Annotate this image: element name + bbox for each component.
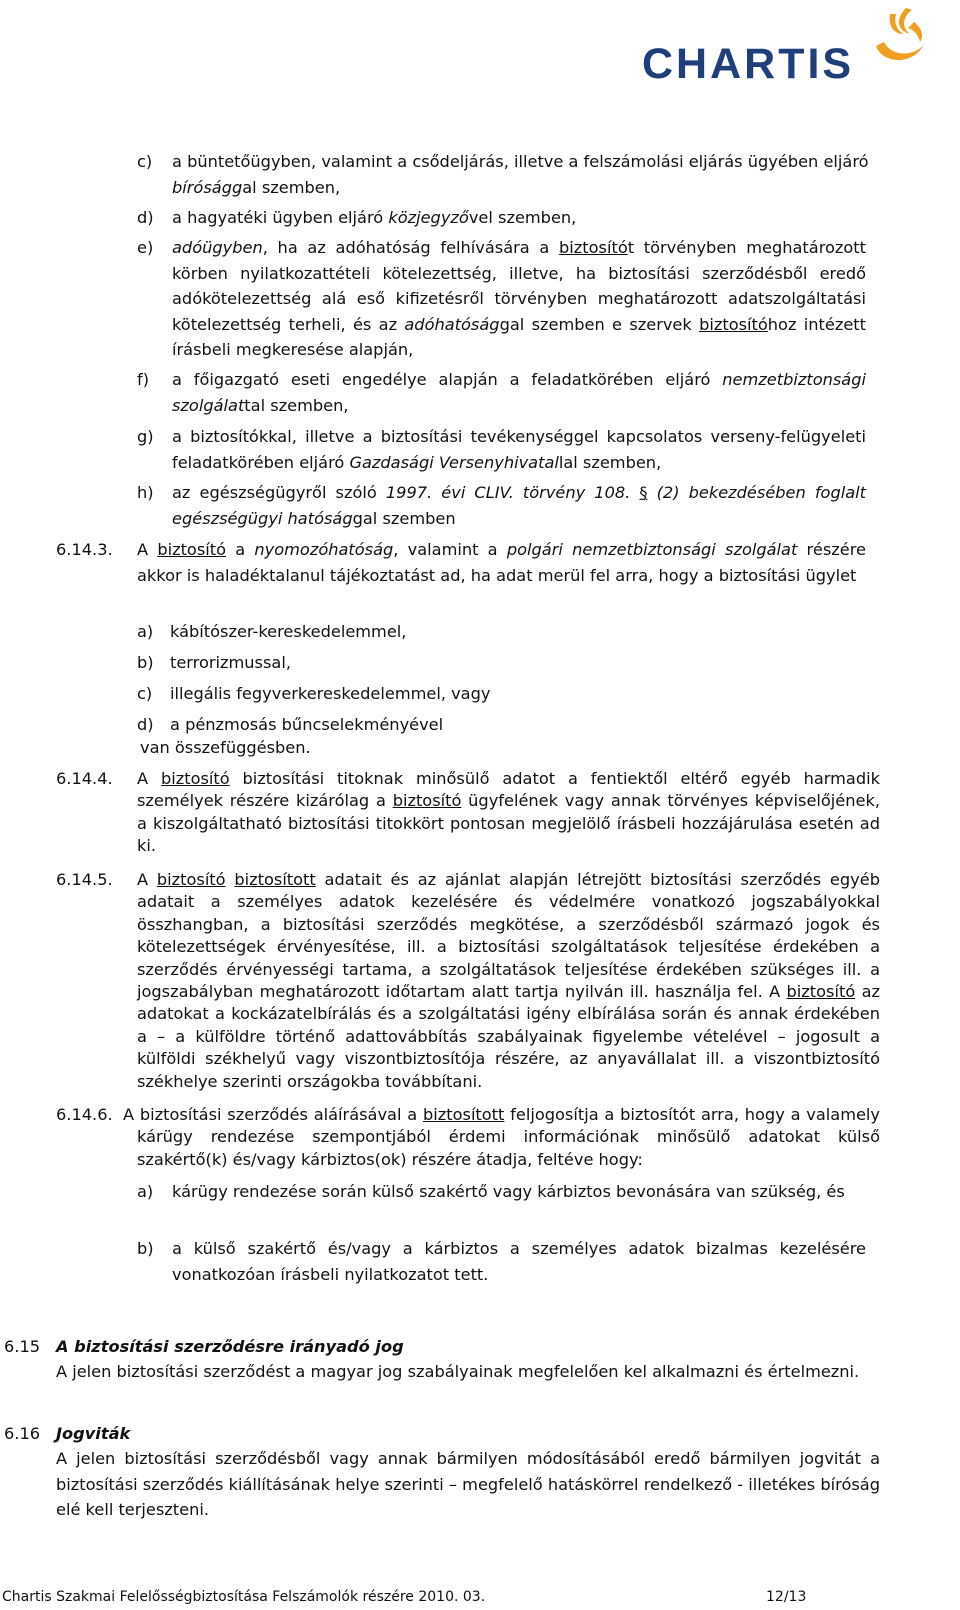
list-b-label: b) — [137, 653, 154, 672]
list-6-b-text: a külső szakértő és/vagy a kárbiztos a személyes adatok bizalmas kezelésére vonatkozóan írásbeli nyilatkozatot tett. — [172, 1239, 866, 1284]
section-6-14-6-text: A biztosítási szerződés aláírásával a biztosított feljogosítja a biztosítót arra, hogy a valamely kárügy rendezése szempontjából érdemi információnak minősülő adatokat külső szakértő(k) és/vagy kárbiztos(ok) részére átadja, feltéve hogy: — [123, 1105, 880, 1169]
section-6-14-5-number: 6.14.5. — [56, 870, 113, 889]
list-a-label: a) — [137, 622, 154, 641]
footer-title: Chartis Szakmai Felelősségbiztosítása Felszámolók részére 2010. 03. — [2, 1589, 486, 1605]
list-6-b-label: b) — [137, 1239, 154, 1258]
section-6-14-6-number: 6.14.6. — [56, 1105, 113, 1124]
item-d-text: a hagyatéki ügyben eljáró közjegyzővel szemben, — [172, 208, 577, 227]
footer-page-number: 12/13 — [766, 1589, 807, 1605]
section-6-14-4-number: 6.14.4. — [56, 769, 113, 788]
section-6-14-3-tail: van összefüggésben. — [140, 738, 311, 757]
chartis-logo — [642, 4, 932, 86]
section-6-15-number: 6.15 — [4, 1337, 41, 1356]
list-c-label: c) — [137, 684, 153, 703]
item-e-label: e) — [137, 238, 154, 257]
item-f-label: f) — [137, 370, 150, 389]
list-c-text: illegális fegyverkereskedelemmel, vagy — [170, 684, 491, 703]
item-h-text: az egészségügyről szóló 1997. évi CLIV. törvény 108. § (2) bekezdésében foglalt egészségügyi hatósággal szemben — [172, 483, 866, 528]
item-d-label: d) — [137, 208, 154, 227]
section-6-16-body: A jelen biztosítási szerződésből vagy annak bármilyen módosításából eredő bármilyen jogvitát a biztosítási szerződés kiállításának helye szerinti – megfelelő hatáskörrel rendelkező - illetékes bíróság elé kell terjeszteni. — [56, 1449, 880, 1520]
list-d-text: a pénzmosás bűncselekményével — [170, 715, 444, 734]
section-6-15-body: A jelen biztosítási szerződést a magyar jog szabályainak megfelelően kel alkalmazni és értelmezni. — [56, 1362, 860, 1381]
section-6-14-5-text: A biztosító biztosított adatait és az ajánlat alapján létrejött biztosítási szerződés egyéb adatait a személyes adatok kezelésére és védelmére vonatkozó jogszabályokkal összhangban, a biztosítási szerződés megkötése, a szerződésből származó jogok és kötelezettségek érvényesítése, ill. a biztosítási szolgáltatások teljesítése érdekében a szerződés érvényességi tartama, a szolgáltatások teljesítése érdekében szükséges ill. a jogszabályban meghatározott időtartam alatt tartja nyilván ill. használja fel. A biztosító az adatokat a kockázatelbírálás és a szolgáltatási igény elbírálása során és annak érdekében a – a külföldre történő adattovábbítás szabályainak figyelembe vételével – jogosult a külföldi székhelyű vagy viszontbiztosítója részére, az anyavállalat ill. a viszontbiztosító székhelye szerinti országokba továbbítani. — [137, 870, 880, 1091]
item-g-text: a biztosítókkal, illetve a biztosítási tevékenységgel kapcsolatos verseny-felügyeleti feladatkörében eljáró Gazdasági Versenyhivatallal szemben, — [172, 427, 866, 472]
section-6-14-3-number: 6.14.3. — [56, 540, 113, 559]
list-6-a-label: a) — [137, 1182, 154, 1201]
list-a-text: kábítószer-kereskedelemmel, — [170, 622, 407, 641]
section-6-14-3-text: A biztosító a nyomozóhatóság, valamint a polgári nemzetbiztonsági szolgálat részére akkor is haladéktalanul tájékoztatást ad, ha adat merül fel arra, hogy a biztosítási ügylet — [137, 540, 866, 585]
section-6-14-4-text: A biztosító biztosítási titoknak minősülő adatot a fentiektől eltérő egyéb harmadik személyek részére kizárólag a biztosító ügyfelének vagy annak törvényes képviselőjének, a kiszolgáltatható biztosítási titokkört pontosan megjelölő írásbeli hozzájárulása esetén ad ki. — [137, 769, 880, 856]
list-d-label: d) — [137, 715, 154, 734]
list-b-text: terrorizmussal, — [170, 653, 291, 672]
item-e-text: adóügyben, ha az adóhatóság felhívására a biztosítót törvényben meghatározott körben nyilatkozattételi kötelezettség, illetve, ha biztosítási szerződésből eredő adókötelezettség alá eső kifizetésről törvényben meghatározott adatszolgáltatási kötelezettség terheli, és az adóhatósággal szemben e szervek biztosítóhoz intézett írásbeli megkeresése alapján, — [172, 238, 866, 360]
item-h-label: h) — [137, 483, 154, 502]
sun-swirl-icon — [866, 4, 932, 70]
section-6-15-title: A biztosítási szerződésre irányadó jog — [56, 1337, 404, 1356]
section-6-16-number: 6.16 — [4, 1424, 41, 1443]
logo-wordmark: CHARTIS — [642, 40, 855, 88]
list-6-a-text: kárügy rendezése során külső szakértő vagy kárbiztos bevonására van szükség, és — [172, 1182, 845, 1201]
section-6-16-title: Jogviták — [56, 1424, 131, 1443]
item-c-text: a büntetőügyben, valamint a csődeljárás, illetve a felszámolási eljárás ügyében eljáró bírósággal szemben, — [172, 152, 869, 197]
item-f-text: a főigazgató eseti engedélye alapján a feladatkörében eljáró nemzetbiztonsági szolgálattal szemben, — [172, 370, 866, 415]
item-c-label: c) — [137, 152, 153, 171]
item-g-label: g) — [137, 427, 154, 446]
